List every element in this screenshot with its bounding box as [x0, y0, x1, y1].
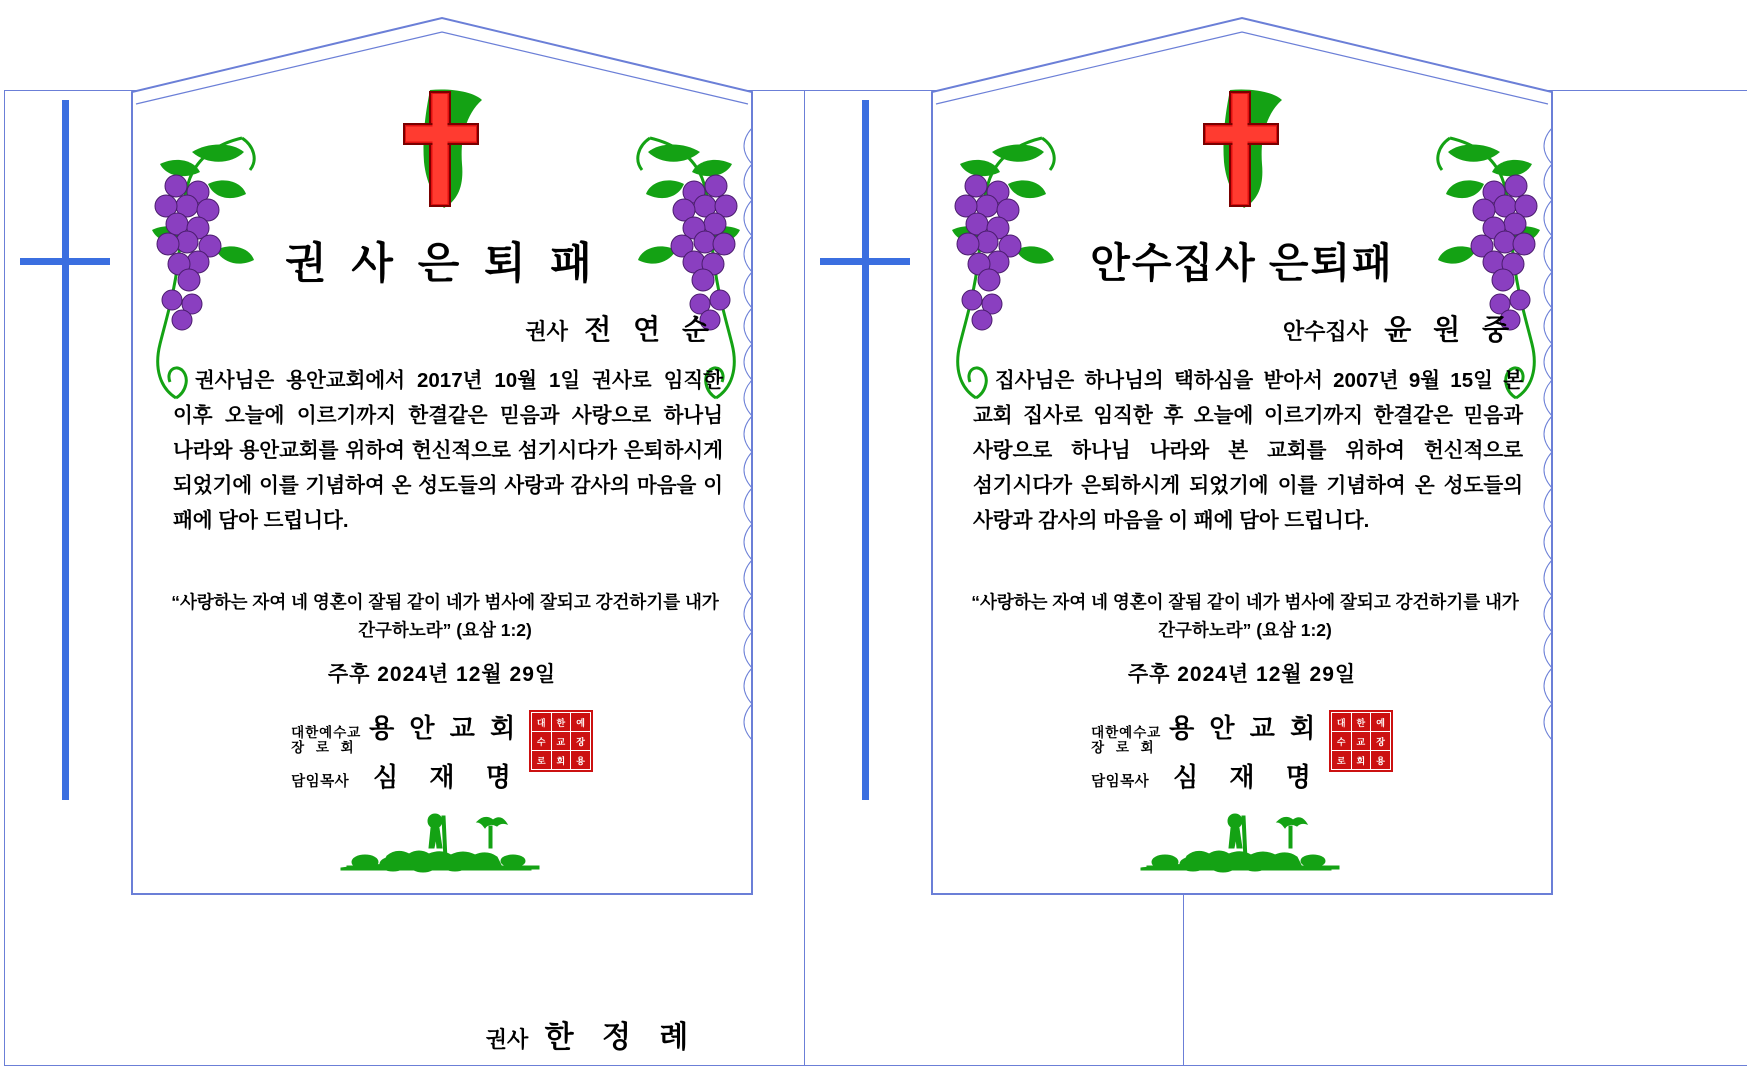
pastor-label: 담임목사 — [291, 774, 350, 790]
honoree-name: 전 연 순 — [584, 314, 716, 345]
denomination-line1: 대한예수교 — [1091, 725, 1162, 740]
seal-char: 수 — [532, 732, 551, 750]
seal-char: 회 — [552, 751, 571, 769]
citation-body: 권사님은 용안교회에서 2017년 10월 1일 권사로 임직한 이후 오늘에 이르기까지 한결같은 믿음과 사랑으로 하나님 나라와 용안교회를 위하여 헌신적으로 섬기시다가 은퇴하시게 되었기에 이를 기념하여 온 성도들의 사랑과 감사의 마음을 이 패에 담아 드립니다. — [173, 369, 723, 532]
denomination-line1: 대한예수교 — [291, 725, 362, 740]
seal-char: 로 — [532, 751, 551, 769]
pastor-name: 심 재 명 — [373, 762, 523, 792]
pastor-signature-row — [291, 757, 523, 794]
pastor-signature-row — [1091, 757, 1323, 794]
signature-block — [928, 708, 1556, 794]
cross-vertical-bar — [862, 100, 869, 800]
plaque-title: 안수집사 은퇴패 — [1090, 240, 1394, 286]
bottom-caption — [0, 1012, 1184, 1056]
church-name: 용 안 교 회 — [1169, 713, 1320, 743]
denomination-line2: 장 로 회 — [1091, 740, 1158, 755]
seal-char: 대 — [532, 713, 551, 731]
cross-emblem-icon — [386, 86, 498, 221]
plaque-title: 권 사 은 퇴 패 — [285, 241, 599, 288]
cross-vertical-bar — [62, 100, 69, 800]
date-line: 주후 2024년 12월 29일 — [1127, 663, 1357, 686]
plaque-2[interactable] — [928, 8, 1556, 900]
citation-body: 집사님은 하나님의 택하심을 받아서 2007년 9월 15일 본 교회 집사로 임직한 후 오늘에 이르기까지 한결같은 믿음과 사랑으로 하나님 나라와 본 교회를 위하여 헌신적으로 섬기시다가 은퇴하시게 되었기에 이를 기념하여 온 성도들의 사랑과 감사의 마음을 이 패에 담아 드립니다. — [973, 369, 1523, 532]
denomination-line2: 장 로 회 — [291, 740, 358, 755]
scripture-verse: “사랑하는 자여 네 영혼이 잘됨 같이 네가 범사에 잘되고 강건하기를 내가 간구하노라” (요삼 1:2) — [971, 592, 1519, 640]
scripture-verse: “사랑하는 자여 네 영혼이 잘됨 같이 네가 범사에 잘되고 강건하기를 내가 간구하노라” (요삼 1:2) — [171, 592, 719, 640]
seal-char: 예 — [1371, 713, 1390, 731]
bottom-caption-name: 한 정 례 — [544, 1021, 699, 1054]
shepherd-with-sheep-icon — [1127, 808, 1357, 883]
seal-char: 용 — [571, 751, 590, 769]
shepherd-with-sheep-icon — [327, 808, 557, 883]
church-seal-icon — [529, 710, 593, 772]
pastor-label: 담임목사 — [1091, 774, 1150, 790]
seal-char: 장 — [571, 732, 590, 750]
signature-block — [128, 708, 756, 794]
seal-char: 로 — [1332, 751, 1351, 769]
seal-char: 교 — [1352, 732, 1371, 750]
seal-char: 장 — [1371, 732, 1390, 750]
pastor-name: 심 재 명 — [1173, 762, 1323, 792]
seal-char: 용 — [1371, 751, 1390, 769]
seal-char: 한 — [552, 713, 571, 731]
seal-char: 대 — [1332, 713, 1351, 731]
cross-emblem-icon — [1186, 86, 1298, 221]
seal-char: 한 — [1352, 713, 1371, 731]
seal-char: 회 — [1352, 751, 1371, 769]
seal-char: 예 — [571, 713, 590, 731]
bottom-caption-role: 권사 — [485, 1027, 529, 1052]
cross-horizontal-bar — [820, 258, 910, 265]
honoree-line — [525, 308, 716, 348]
honoree-role: 권사 — [525, 319, 568, 344]
honoree-name: 윤 원 중 — [1384, 314, 1516, 345]
denomination-label — [291, 725, 369, 755]
denomination-label — [1091, 725, 1169, 755]
church-name: 용 안 교 회 — [369, 713, 520, 743]
church-signature-row — [291, 708, 523, 755]
honoree-line — [1283, 308, 1516, 348]
seal-char: 수 — [1332, 732, 1351, 750]
seal-char: 교 — [552, 732, 571, 750]
church-seal-icon — [1329, 710, 1393, 772]
cross-horizontal-bar — [20, 258, 110, 265]
plaque-1[interactable] — [128, 8, 756, 900]
honoree-role: 안수집사 — [1282, 319, 1368, 344]
church-signature-row — [1091, 708, 1323, 755]
date-line: 주후 2024년 12월 29일 — [327, 663, 557, 686]
